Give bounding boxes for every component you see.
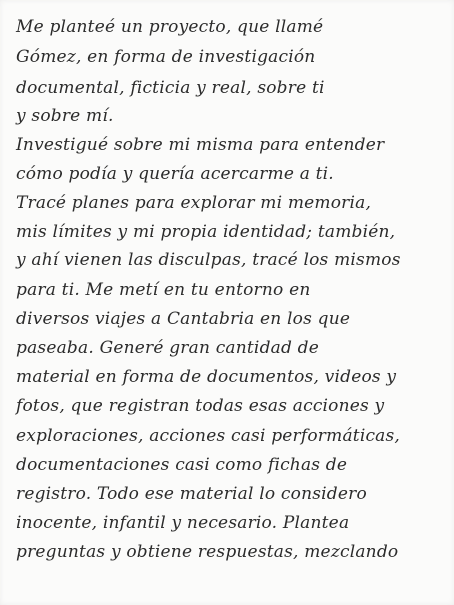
handwritten-line-16: documentaciones casi como fichas de (16, 455, 348, 475)
handwritten-line-6: cómo podía y quería acercarme a ti. (16, 164, 334, 184)
handwritten-line-1: Me planteé un proyecto, que llamé (16, 17, 324, 37)
handwritten-line-15: exploraciones, acciones casi performáticas, (16, 426, 401, 446)
handwritten-line-5: Investigué sobre mi misma para entender (16, 135, 385, 155)
handwritten-line-9: y ahí vienen las disculpas, tracé los mismos (16, 250, 401, 270)
handwritten-line-2: Gómez, en forma de investigación (16, 47, 316, 67)
handwritten-line-4: y sobre mí. (16, 106, 114, 126)
handwritten-line-19: preguntas y obtiene respuestas, mezclando (16, 542, 399, 562)
handwritten-line-11: diversos viajes a Cantabria en los que (16, 309, 351, 329)
handwritten-line-17: registro. Todo ese material lo considero (16, 484, 367, 504)
handwritten-line-18: inocente, infantil y necesario. Plantea (16, 513, 350, 533)
handwritten-line-7: Tracé planes para explorar mi memoria, (16, 193, 372, 213)
handwritten-line-8: mis límites y mi propia identidad; también, (16, 222, 396, 242)
handwritten-line-12: paseaba. Generé gran cantidad de (16, 338, 320, 358)
handwritten-line-10: para ti. Me metí en tu entorno en (16, 280, 311, 300)
handwritten-line-3: documental, ficticia y real, sobre ti (16, 78, 325, 98)
handwritten-line-14: fotos, que registran todas esas acciones y (16, 396, 385, 416)
handwritten-line-13: material en forma de documentos, videos y (16, 367, 397, 387)
